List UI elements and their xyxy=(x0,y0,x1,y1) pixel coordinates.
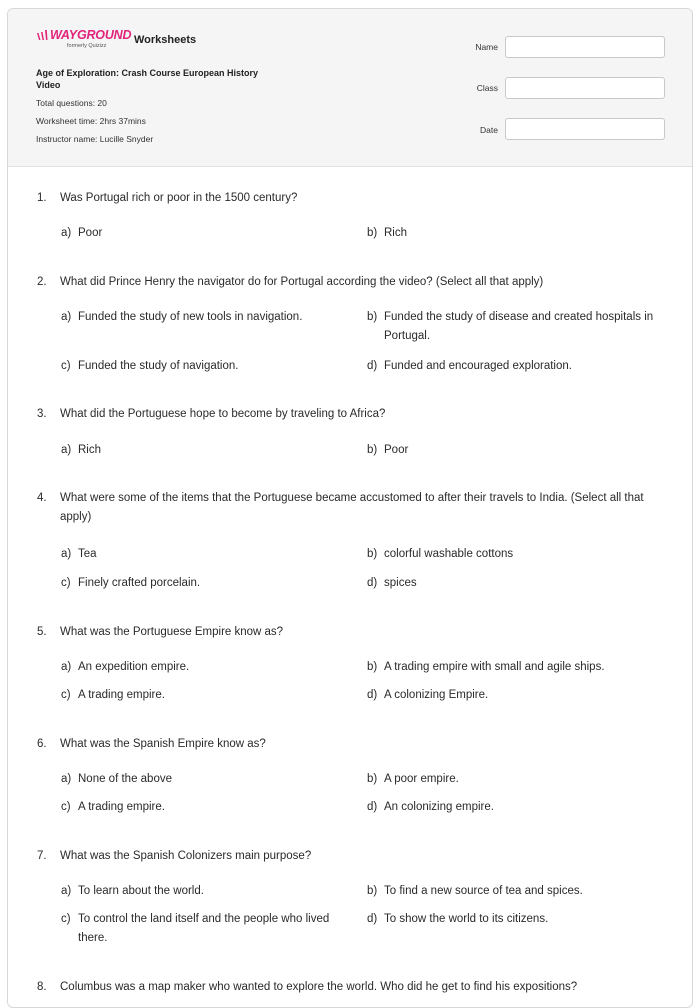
option-text: Poor xyxy=(384,444,409,456)
question-text: What did Prince Henry the navigator do for Portugal according the video? (Select all that apply) xyxy=(60,276,544,288)
option-letter: d) xyxy=(367,577,378,589)
option-letter: a) xyxy=(61,773,72,785)
option-letter: c) xyxy=(61,689,71,701)
option-letter: d) xyxy=(367,913,378,925)
logo-subtitle: formerly Quizizz xyxy=(67,43,107,49)
option-text: A trading empire. xyxy=(78,801,165,813)
question-number: 2. xyxy=(37,276,47,288)
instructor-name: Instructor name: Lucille Snyder xyxy=(36,134,154,144)
option-text: Rich xyxy=(384,227,408,239)
option-letter: b) xyxy=(367,773,378,785)
logo-wordmark: WAYGROUND xyxy=(50,28,132,42)
question-text: What was the Portuguese Empire know as? xyxy=(60,626,284,638)
name-label: Name xyxy=(475,42,498,52)
option-letter: c) xyxy=(61,360,71,372)
option-text: Rich xyxy=(78,444,102,456)
option-text: To learn about the world. xyxy=(78,885,204,897)
option-letter: b) xyxy=(367,885,378,897)
option-text: To show the world to its citizens. xyxy=(384,913,549,925)
option-letter: a) xyxy=(61,227,72,239)
option-letter: c) xyxy=(61,801,71,813)
worksheet-title: Age of Exploration: Crash Course European History Video xyxy=(36,68,259,90)
date-field[interactable] xyxy=(505,118,665,140)
date-label: Date xyxy=(480,125,498,135)
wayground-logo xyxy=(36,28,132,52)
question-number: 4. xyxy=(37,492,47,504)
option-text: An expedition empire. xyxy=(78,661,190,673)
question-text: Was Portugal rich or poor in the 1500 century? xyxy=(60,192,298,204)
option-letter: c) xyxy=(61,577,71,589)
name-field[interactable] xyxy=(505,36,665,58)
option-letter: a) xyxy=(61,311,72,323)
question-number: 1. xyxy=(37,192,47,204)
option-letter: b) xyxy=(367,311,378,323)
logo-mark-icon xyxy=(36,30,49,41)
option-letter: a) xyxy=(61,444,72,456)
option-text: Finely crafted porcelain. xyxy=(78,577,201,589)
option-letter: a) xyxy=(61,661,72,673)
worksheet-header xyxy=(8,9,693,167)
option-text: To find a new source of tea and spices. xyxy=(384,885,583,897)
option-text: To control the land itself and the people who lived there. xyxy=(78,913,330,944)
class-field[interactable] xyxy=(505,77,665,99)
option-text: A trading empire. xyxy=(78,689,165,701)
question-text: What was the Spanish Empire know as? xyxy=(60,738,266,750)
option-text: Funded the study of navigation. xyxy=(78,360,239,372)
question-text: What did the Portuguese hope to become by traveling to Africa? xyxy=(60,408,386,420)
question-text: What were some of the items that the Portuguese became accustomed to after their travels to India. (Select all that apply) xyxy=(60,492,644,523)
total-questions: Total questions: 20 xyxy=(36,98,107,108)
option-letter: c) xyxy=(61,913,71,925)
class-label: Class xyxy=(476,83,498,93)
option-text: A colonizing Empire. xyxy=(384,689,489,701)
option-letter: b) xyxy=(367,444,378,456)
question-number: 7. xyxy=(37,850,47,862)
worksheets-label: Worksheets xyxy=(134,34,197,46)
question-number: 5. xyxy=(37,626,47,638)
worksheet-page xyxy=(7,8,693,1008)
worksheet-time: Worksheet time: 2hrs 37mins xyxy=(36,116,146,126)
option-letter: d) xyxy=(367,360,378,372)
option-text: spices xyxy=(384,577,417,589)
option-text: Funded the study of disease and created hospitals in Portugal. xyxy=(384,311,654,342)
option-text: Tea xyxy=(78,548,97,560)
option-text: A poor empire. xyxy=(384,773,459,785)
option-text: None of the above xyxy=(78,773,172,785)
option-text: A trading empire with small and agile ships. xyxy=(384,661,605,673)
option-text: An colonizing empire. xyxy=(384,801,494,813)
option-letter: b) xyxy=(367,227,378,239)
option-text: colorful washable cottons xyxy=(384,548,514,560)
option-letter: a) xyxy=(61,885,72,897)
question-text: What was the Spanish Colonizers main purpose? xyxy=(60,850,312,862)
option-letter: d) xyxy=(367,801,378,813)
option-letter: a) xyxy=(61,548,72,560)
question-number: 8. xyxy=(37,981,47,993)
option-letter: b) xyxy=(367,661,378,673)
option-letter: b) xyxy=(367,548,378,560)
question-text: Columbus was a map maker who wanted to explore the world. Who did he get to find his expositions? xyxy=(60,981,578,993)
option-text: Poor xyxy=(78,227,103,239)
option-text: Funded and encouraged exploration. xyxy=(384,360,572,372)
question-number: 6. xyxy=(37,738,47,750)
option-letter: d) xyxy=(367,689,378,701)
option-text: Funded the study of new tools in navigation. xyxy=(78,311,303,323)
question-number: 3. xyxy=(37,408,47,420)
